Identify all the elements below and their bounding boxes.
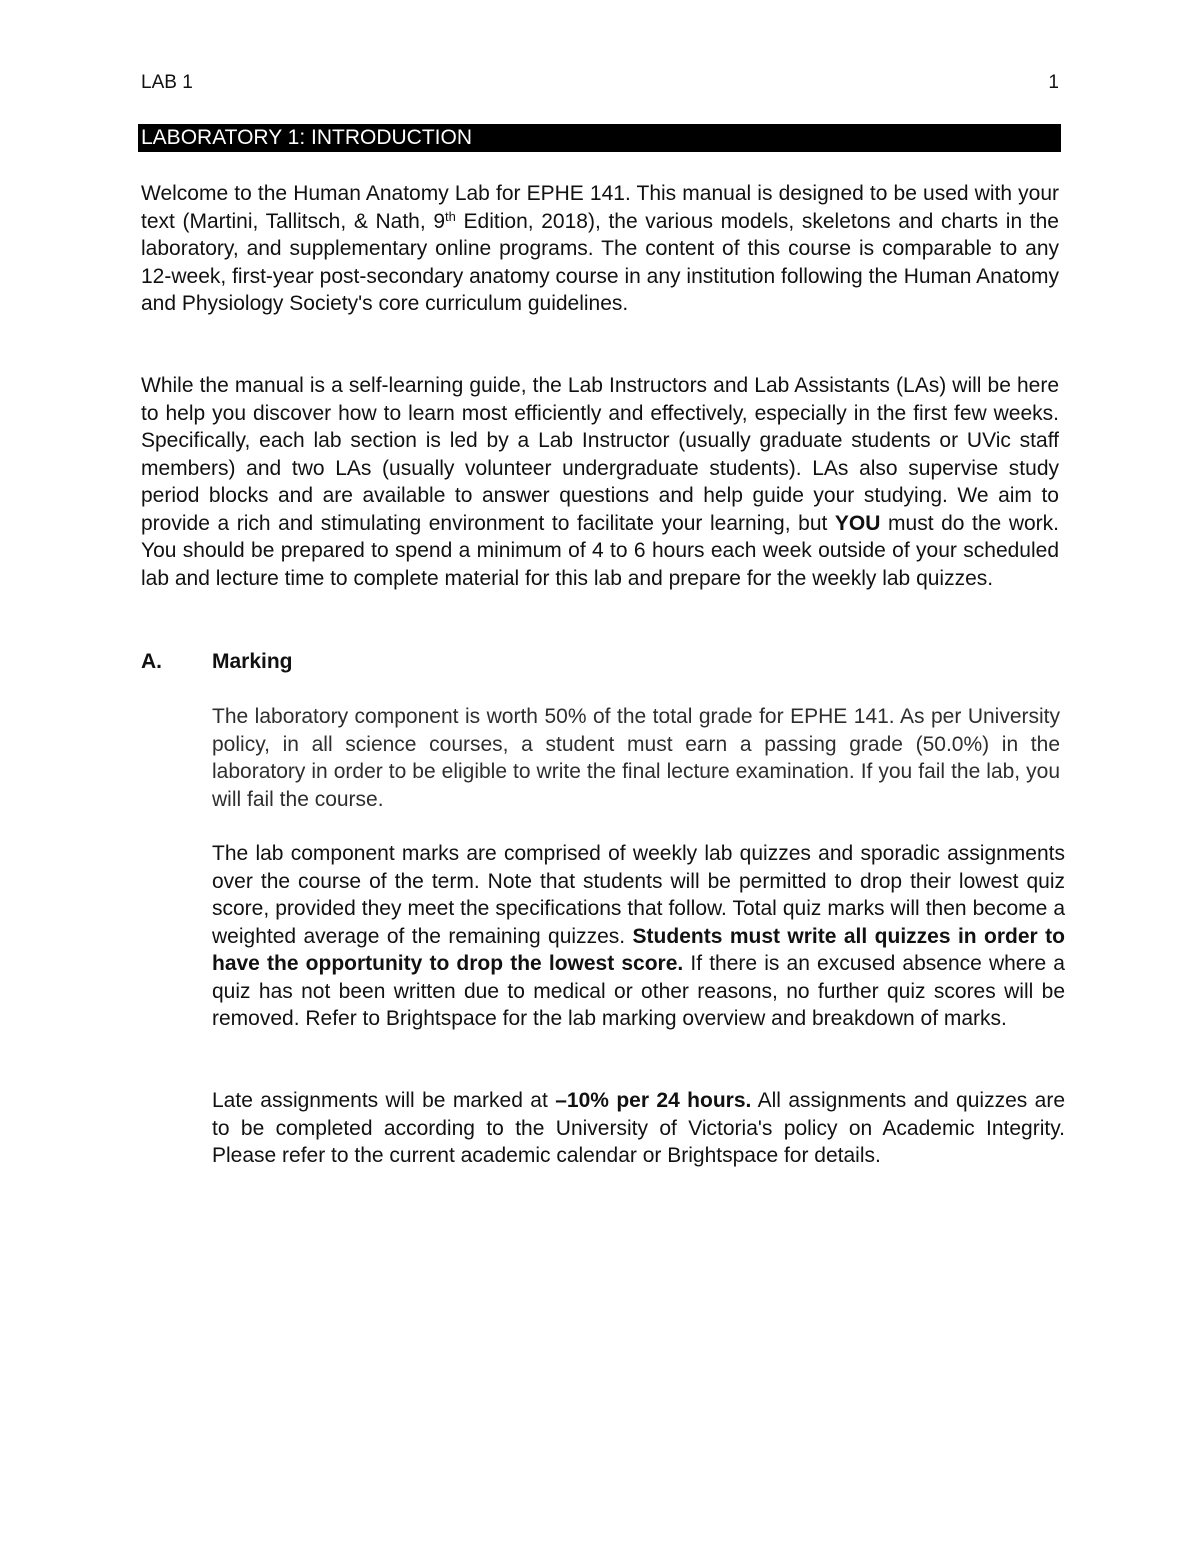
superscript: th [445,208,456,224]
section-letter: A. [141,650,162,673]
marking-paragraph-1: The laboratory component is worth 50% of the total grade for EPHE 141. As per University policy, in all science courses, a student must earn a passing grade (50.0%) in the laboratory in order to be eligible to write the final lecture examination. If you fail the lab, you will fail the course. [212,705,1060,811]
emphasis: Students must write all quizzes in order to have the opportunity to drop the lowest score. [212,924,1065,975]
page-title: LABORATORY 1: INTRODUCTION [138,124,1061,152]
section-heading: Marking [212,650,293,673]
emphasis: –10% per 24 hours. [555,1089,752,1112]
running-header: LAB 1 [141,72,193,93]
page-number: 1 [1048,72,1059,93]
marking-paragraph-2: The lab component marks are comprised of weekly lab quizzes and sporadic assignments over the course of the term. Note that students will be permitted to drop their lowest quiz score, provided they meet the specifications that follow. Total quiz marks will then become a weighted average of the remaining quizzes. Students must write all quizzes in order to have the opportunity to drop the lowest score. If there is an excused absence where a quiz has not been written due to medical or other reasons, no further quiz scores will be removed. Refer to Brightspace for the lab marking overview and breakdown of marks. [212,842,1065,1030]
marking-paragraph-3: Late assignments will be marked at –10% per 24 hours. All assignments and quizzes are to be completed according to the University of Victoria's policy on Academic Integrity. Please refer to the current academic calendar or Brightspace for details. [212,1089,1066,1167]
intro-paragraph-2: While the manual is a self-learning guide, the Lab Instructors and Lab Assistants (LAs) will be here to help you discover how to learn most efficiently and effectively, especially in the first few weeks. Specifically, each lab section is led by a Lab Instructor (usually graduate students or UVic staff members) and two LAs (usually volunteer undergraduate students). LAs also supervise study period blocks and are available to answer questions and help guide your studying. We aim to provide a rich and stimulating environment to facilitate your learning, but YOU must do the work. You should be prepared to spend a minimum of 4 to 6 hours each week outside of your scheduled lab and lecture time to complete material for this lab and prepare for the weekly lab quizzes. [141,374,1059,590]
intro-paragraph-1: Welcome to the Human Anatomy Lab for EPHE 141. This manual is designed to be used with your text (Martini, Tallitsch, & Nath, 9th Edition, 2018), the various models, skeletons and charts in the laboratory, and supplementary online programs. The content of this course is comparable to any 12-week, first-year post-secondary anatomy course in any institution following the Human Anatomy and Physiology Society's core curriculum guidelines. [141,182,1059,315]
emphasis: YOU [834,511,881,535]
